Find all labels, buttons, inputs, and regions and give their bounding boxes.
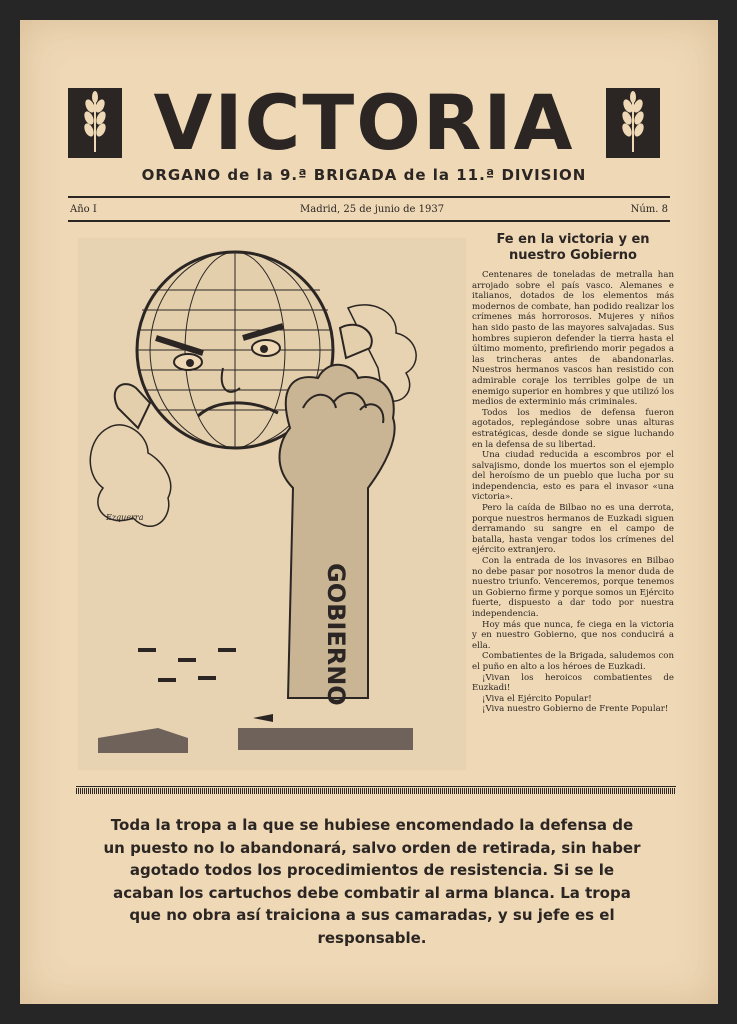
masthead-title: VICTORIA [122,79,606,167]
article-paragraph: ¡Vivan los heroicos combatientes de Euzkadi! [472,672,674,694]
article-paragraph: Centenares de toneladas de metralla han arrojado sobre el país vasco. Alemanes e italianos, dotados de los elementos más modernos de combate, han podido realizar los crímenes más horrorosos. Mujeres y niños han sido pasto de las mayores salvajadas. Sus hombres supieron defender la tierra hasta el último momento, prefiriendo morir pegados a las trincheras antes de abandonarlas. Nuestros hermanos vascos han resistido con admirable coraje los terribles golpe de un enemigo superior en hombres y que utilizó los medios de exterminio más criminales. [472,270,674,408]
article-paragraph: Con la entrada de los invasores en Bilbao no debe pasar por nosotros la menor duda de nuestro triunfo. Venceremos, porque tenemos un Gobierno firme y porque somos un Ejército fuerte, dispuesto a dar todo por nuestra independencia. [472,556,674,619]
year-label: Año I [70,204,97,215]
article-paragraph: ¡Viva el Ejército Popular! [482,693,592,704]
newspaper-page [20,20,718,1004]
header-rule-top [68,196,670,198]
svg-text:GOBIERNO: GOBIERNO [322,563,350,706]
dateline [68,202,670,218]
article-paragraph: Hoy más que nunca, fe ciega en la victoria y en nuestro Gobierno, que nos conducirá a ella. [472,619,674,651]
article-paragraph: ¡Viva nuestro Gobierno de Frente Popular! [482,704,669,715]
article-paragraph: Una ciudad reducida a escombros por el salvajismo, donde los muertos son el ejemplo del heroísmo de un pueblo que lucha por su independencia, esto es para el invasor «una victoria». [472,450,674,503]
issue-number: Núm. 8 [630,204,668,215]
article-title: Fe en la victoria y en nuestro Gobierno [496,232,650,263]
article [472,232,674,777]
header-rule-bottom [68,220,670,222]
section-rule-thick [76,788,676,794]
arm-label [322,563,350,706]
place-date: Madrid, 25 de junio de 1937 [300,204,445,215]
masthead-subtitle: ORGANO de la 9.ª BRIGADA de la 11.ª DIVISION [141,166,587,184]
section-rule-thin [76,786,676,787]
svg-text:Ezquerra: Ezquerra [106,513,144,522]
article-paragraph: Pero la caída de Bilbao no es una derrota, porque nuestros hermanos de Euzkadi siguen derramando su sangre en el campo de batalla, hasta vengar todos los crímenes del ejército extranjero. [472,503,674,556]
wheat-right-icon [606,88,660,158]
military-order-text: Toda la tropa a la que se hubiese encomendado la defensa de un puesto no lo abandonará, salvo orden de retirada, sin haber agotado todos los procedimientos de resistencia. Si se le acaban los cartuchos debe combatir al arma blanca. La tropa que no obra así traiciona a sus camaradas, y su jefe es el responsable. [103,816,641,947]
article-paragraph: Todos los medios de defensa fueron agotados, replegándose sobre unas alturas estratégicas, desde donde se sigue luchando en la defensa de su libertad. [472,407,674,450]
article-paragraph: Combatientes de la Brigada, saludemos con el puño en alto a los héroes de Euzkadi. [472,651,674,672]
wheat-left-icon [68,88,122,158]
globe-fist-illustration [78,238,466,770]
masthead [68,75,660,185]
illustration-drawing [78,238,466,770]
